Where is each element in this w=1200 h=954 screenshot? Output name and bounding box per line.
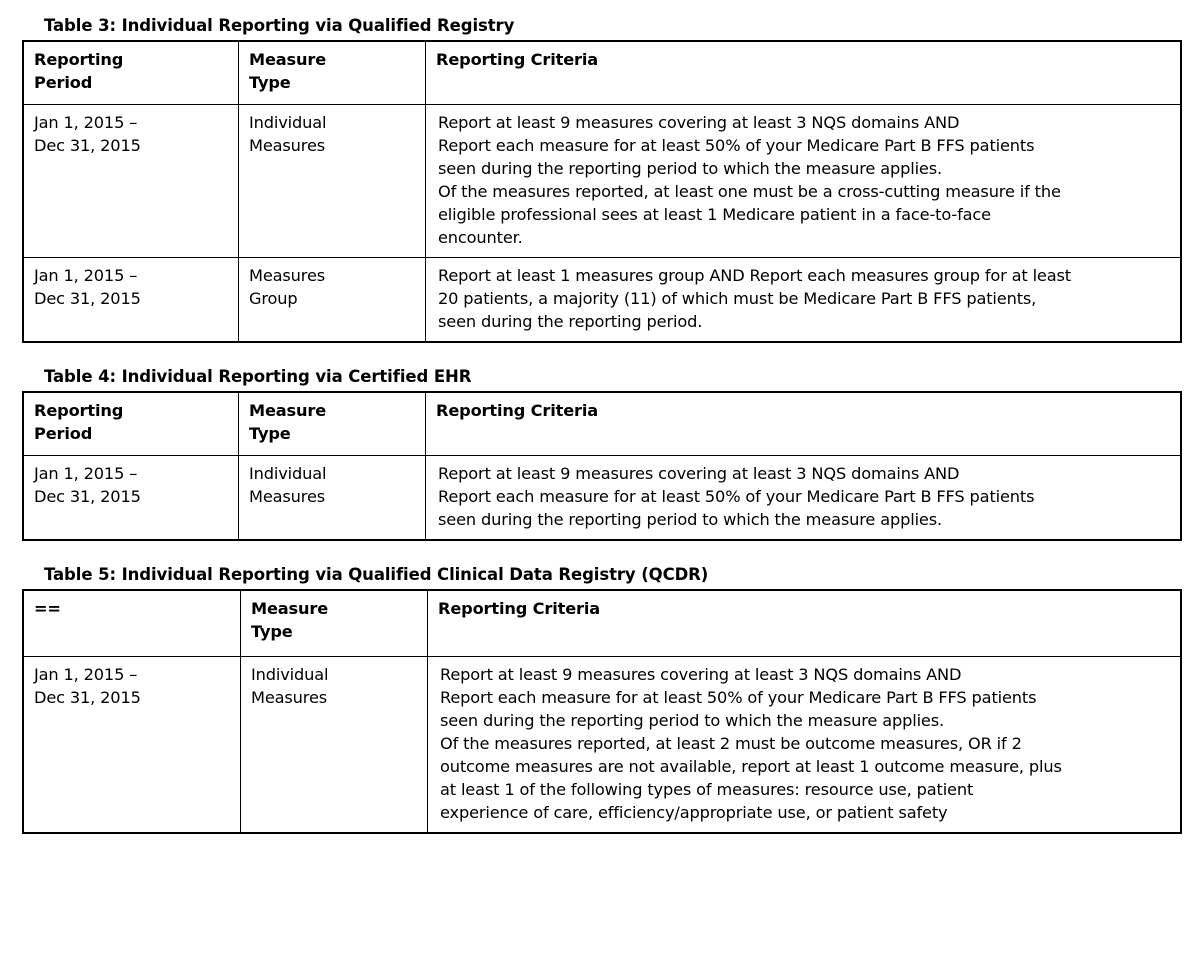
section-spacer xyxy=(22,545,1186,559)
table-row xyxy=(23,258,1181,343)
cell-measure-type: Individual Measures xyxy=(239,105,426,258)
table-caption-4: Table 4: Individual Reporting via Certified EHR xyxy=(44,367,472,386)
table-row xyxy=(23,657,1181,834)
header-reporting-criteria: Reporting Criteria xyxy=(428,590,1182,657)
cell-reporting-period: Jan 1, 2015 – Dec 31, 2015 xyxy=(23,105,239,258)
table-header-row xyxy=(23,392,1181,456)
cell-reporting-criteria: Report at least 9 measures covering at least 3 NQS domains AND Report each measure for at least 50% of your Medicare Part B FFS patients seen during the reporting period to which the measure applies. xyxy=(426,456,1182,541)
header-measure-type: Measure Type xyxy=(239,41,426,105)
table-row xyxy=(23,105,1181,258)
table-block-3 xyxy=(22,10,1186,343)
header-reporting-period: Reporting Period xyxy=(23,41,239,105)
header-measure-type: Measure Type xyxy=(239,392,426,456)
cell-reporting-criteria: Report at least 1 measures group AND Report each measures group for at least 20 patients, a majority (11) of which must be Medicare Part B FFS patients, seen during the reporting period. xyxy=(426,258,1182,343)
table-caption-3: Table 3: Individual Reporting via Qualified Registry xyxy=(44,16,515,35)
table-header-row xyxy=(23,590,1181,657)
header-reporting-criteria: Reporting Criteria xyxy=(426,392,1182,456)
table-5 xyxy=(22,589,1182,834)
table-block-4 xyxy=(22,361,1186,541)
table-caption-5: Table 5: Individual Reporting via Qualified Clinical Data Registry (QCDR) xyxy=(44,565,709,584)
header-reporting-period: Reporting Period xyxy=(23,392,239,456)
cell-reporting-criteria: Report at least 9 measures covering at least 3 NQS domains AND Report each measure for at least 50% of your Medicare Part B FFS patients seen during the reporting period to which the measure applies. Of the measures reported, at least 2 must be outcome measures, OR if 2 outcome measures are not available, report at least 1 outcome measure, plus at least 1 of the following types of measures: resource use, patient experience of care, efficiency/appropriate use, or patient safety xyxy=(428,657,1182,834)
cell-reporting-criteria: Report at least 9 measures covering at least 3 NQS domains AND Report each measure for at least 50% of your Medicare Part B FFS patients seen during the reporting period to which the measure applies. Of the measures reported, at least one must be a cross-cutting measure if the eligible professional sees at least 1 Medicare patient in a face-to-face encounter. xyxy=(426,105,1182,258)
cell-reporting-period: Jan 1, 2015 – Dec 31, 2015 xyxy=(23,258,239,343)
cell-measure-type: Individual Measures xyxy=(239,456,426,541)
cell-measure-type: Measures Group xyxy=(239,258,426,343)
table-4 xyxy=(22,391,1182,541)
cell-measure-type: Individual Measures xyxy=(241,657,428,834)
cell-reporting-period: Jan 1, 2015 – Dec 31, 2015 xyxy=(23,456,239,541)
cell-reporting-period: Jan 1, 2015 – Dec 31, 2015 xyxy=(23,657,241,834)
table-header-row xyxy=(23,41,1181,105)
header-period-blank-line xyxy=(34,620,232,646)
section-spacer xyxy=(22,347,1186,361)
table-3 xyxy=(22,40,1182,343)
header-reporting-period: == xyxy=(23,590,241,657)
table-block-5 xyxy=(22,559,1186,834)
header-measure-type: Measure Type xyxy=(241,590,428,657)
header-reporting-criteria: Reporting Criteria xyxy=(426,41,1182,105)
table-row xyxy=(23,456,1181,541)
